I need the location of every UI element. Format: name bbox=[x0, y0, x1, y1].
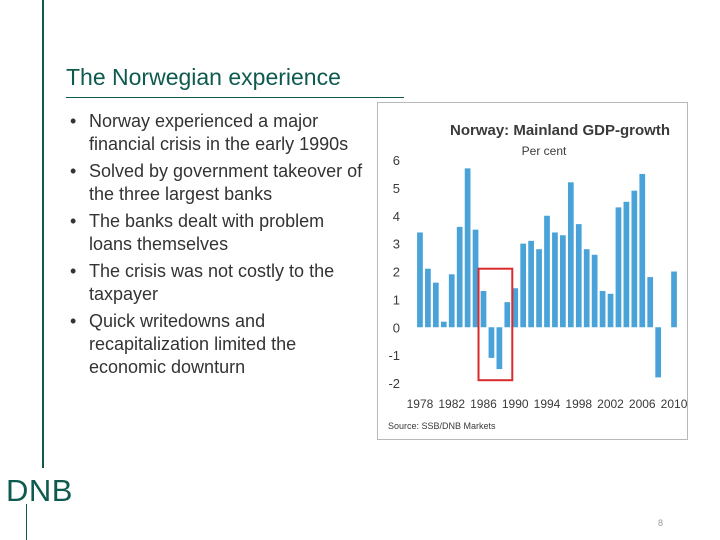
y-tick-label: 4 bbox=[392, 208, 400, 224]
bar-1983 bbox=[457, 227, 463, 327]
bar-2008 bbox=[655, 327, 661, 377]
page-number: 8 bbox=[658, 518, 664, 528]
bar-2000 bbox=[592, 255, 598, 327]
bar-1993 bbox=[536, 249, 542, 327]
bullet-item: • Solved by government takeover of the three largest banks bbox=[66, 160, 366, 206]
y-tick-label: -1 bbox=[388, 348, 400, 364]
bar-2006 bbox=[639, 174, 645, 327]
bar-1995 bbox=[552, 232, 558, 327]
bullet-item: • The banks dealt with problem loans themselves bbox=[66, 210, 366, 256]
bar-2007 bbox=[647, 277, 653, 327]
bar-2001 bbox=[600, 291, 606, 327]
y-tick-label: 0 bbox=[392, 320, 400, 336]
bar-1996 bbox=[560, 235, 566, 327]
bar-1981 bbox=[441, 322, 447, 328]
x-tick-label: 1978 bbox=[406, 397, 434, 411]
bar-2002 bbox=[608, 294, 614, 327]
bar-1986 bbox=[481, 291, 487, 327]
bar-1989 bbox=[504, 302, 510, 327]
x-tick-label: 1986 bbox=[470, 397, 497, 411]
bar-1999 bbox=[584, 249, 590, 327]
x-tick-label: 1982 bbox=[438, 397, 466, 411]
bar-1980 bbox=[433, 283, 439, 328]
chart-title: Norway: Mainland GDP-growth bbox=[449, 122, 671, 139]
bar-1978 bbox=[417, 232, 423, 327]
chart-subtitle: Per cent bbox=[521, 144, 567, 158]
x-tick-label: 1998 bbox=[565, 397, 593, 411]
y-tick-label: 6 bbox=[392, 153, 400, 168]
x-tick-label: 2006 bbox=[628, 397, 656, 411]
bullet-list bbox=[66, 110, 366, 383]
bar-1992 bbox=[528, 241, 534, 327]
bar-1994 bbox=[544, 216, 550, 328]
gdp-chart bbox=[378, 103, 687, 439]
x-tick-label: 1994 bbox=[533, 397, 561, 411]
bar-1982 bbox=[449, 274, 455, 327]
bar-1991 bbox=[520, 244, 526, 328]
y-tick-label: 5 bbox=[392, 180, 400, 196]
y-tick-label: 3 bbox=[392, 236, 400, 252]
bullet-item: • The crisis was not costly to the taxpayer bbox=[66, 260, 366, 306]
x-tick-label: 2002 bbox=[597, 397, 624, 411]
slide-title: The Norwegian experience bbox=[66, 64, 341, 90]
dnb-logo: DNB bbox=[6, 473, 73, 508]
bar-1987 bbox=[489, 327, 495, 358]
x-tick-label: 2010 bbox=[660, 397, 687, 411]
brand-vertical-line bbox=[42, 0, 44, 468]
bar-2004 bbox=[624, 202, 630, 327]
y-tick-label: -2 bbox=[388, 376, 400, 391]
bar-1998 bbox=[576, 224, 582, 327]
bar-1988 bbox=[497, 327, 503, 369]
x-tick-label: 1990 bbox=[501, 397, 529, 411]
y-tick-label: 1 bbox=[392, 292, 400, 308]
gdp-chart-panel bbox=[377, 102, 688, 440]
bar-1984 bbox=[465, 168, 471, 327]
brand-vertical-line-bottom bbox=[26, 504, 27, 540]
title-divider bbox=[66, 97, 404, 98]
bar-2005 bbox=[631, 191, 637, 328]
y-tick-label: 2 bbox=[392, 264, 400, 280]
bullet-item: • Quick writedowns and recapitalization limited the economic downturn bbox=[66, 310, 366, 379]
bar-2010 bbox=[671, 272, 677, 328]
bar-1997 bbox=[568, 182, 574, 327]
chart-source: Source: SSB/DNB Markets bbox=[388, 421, 496, 431]
bar-2003 bbox=[616, 207, 622, 327]
bullet-item: • Norway experienced a major financial crisis in the early 1990s bbox=[66, 110, 366, 156]
bar-1979 bbox=[425, 269, 431, 328]
